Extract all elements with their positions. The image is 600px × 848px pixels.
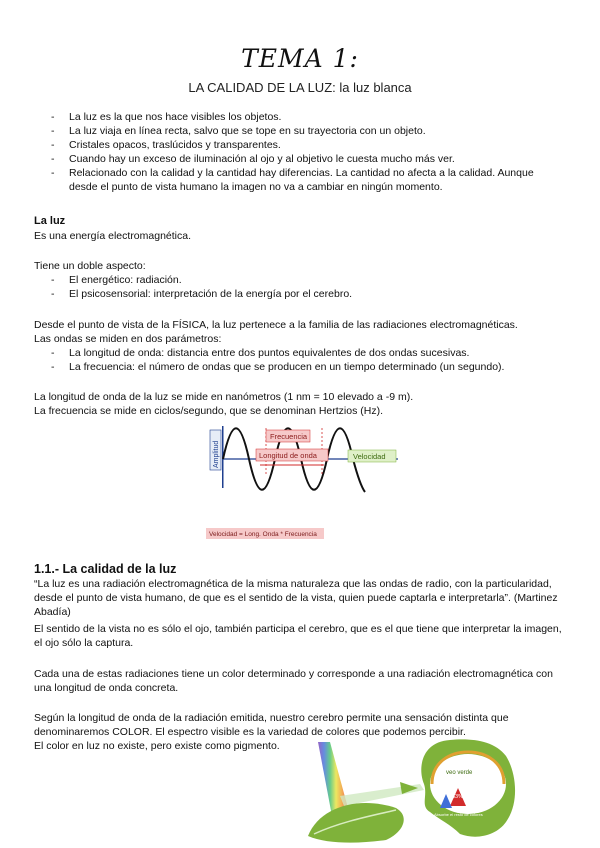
- section-quote: “La luz es una radiación electromagnética de la misma naturaleza que las ondas de radio, con la particularidad, desde el punto de vista humano, de que es el sentido de la vista, quien puede captarla e interpretarla”. (Martinez Abadía): [34, 578, 558, 618]
- formula-label: Velocidad = Long. Onda * Frecuencia: [209, 531, 317, 538]
- frequency-unit-line: La frecuencia se mide en ciclos/segundo, que se denominan Hertzios (Hz).: [34, 405, 384, 417]
- fisica-line-1: Desde el punto de vista de la FÍSICA, la luz pertenece a la familia de las radiaciones electromagnéticas.: [34, 319, 518, 331]
- leaf-percent-label: 53%: [452, 794, 464, 800]
- section-paragraph-3: Según la longitud de onda de la radiación emitida, nuestro cerebro permite una sensación distinta que denominaremos COLOR. El espectro visible es la variedad de colores que podemos percibir.: [34, 712, 509, 738]
- list-item: - El psicosensorial: interpretación de la energía por el cerebro.: [51, 287, 551, 301]
- section-paragraph-4: El color en luz no existe, pero existe como pigmento.: [34, 740, 280, 752]
- intro-bullet-list: [51, 110, 551, 194]
- frequency-label: Frecuencia: [270, 432, 308, 441]
- page-title: TEMA 1:: [241, 44, 359, 73]
- color-perception-illustration: [300, 736, 520, 844]
- luz-definition: Es una energía electromagnética.: [34, 230, 192, 242]
- list-item: - La frecuencia: el número de ondas que se producen en un tiempo determinado (un segundo).: [51, 360, 571, 374]
- wavelength-label: Longitud de onda: [259, 451, 317, 460]
- leaf-perception-label: veo verde: [446, 770, 473, 776]
- leaf-caption: Absorbe el resto de colores: [434, 812, 483, 817]
- leaf-shape: [308, 803, 404, 843]
- list-item: - Cuando hay un exceso de iluminación al ojo y al objetivo le cuesta mucho más ver.: [51, 152, 551, 166]
- page-subtitle: LA CALIDAD DE LA LUZ: la luz blanca: [188, 80, 412, 95]
- list-item: - Relacionado con la calidad y la cantidad hay diferencias. La cantidad no afecta a la calidad. Aunque desde el punto de vista humano la imagen no va a cambiar en ningún momento.: [51, 166, 551, 194]
- section-paragraph-2: Cada una de estas radiaciones tiene un color determinado y corresponde a una radiación electromagnética con una longitud de onda concreta.: [34, 668, 553, 694]
- wavelength-unit-line: La longitud de onda de la luz se mide en nanómetros (1 nm = 10 elevado a -9 m).: [34, 391, 414, 403]
- list-item: - Cristales opacos, traslúcidos y transparentes.: [51, 138, 551, 152]
- spectrum-beam: [318, 742, 348, 816]
- list-item: - El energético: radiación.: [51, 273, 551, 287]
- fisica-line-2: Las ondas se miden en dos parámetros:: [34, 333, 222, 345]
- params-list: [51, 346, 571, 374]
- luz-heading: La luz: [34, 215, 66, 227]
- wave-diagram: [200, 420, 400, 542]
- amplitude-label: Amplitud: [213, 440, 220, 468]
- list-item: - La luz es la que nos hace visibles los objetos.: [51, 110, 551, 124]
- aspect-list: [51, 273, 551, 301]
- velocity-label: Velocidad: [353, 452, 386, 461]
- aspect-intro: Tiene un doble aspecto:: [34, 260, 146, 272]
- section-paragraph-1: El sentido de la vista no es sólo el ojo, también participa el cerebro, que es el que tiene que interpretar la imagen, el ojo sólo la captura.: [34, 623, 562, 649]
- section-heading: 1.1.- La calidad de la luz: [34, 562, 177, 576]
- list-item: - La longitud de onda: distancia entre dos puntos equivalentes de dos ondas sucesivas.: [51, 346, 571, 360]
- list-item: - La luz viaja en línea recta, salvo que se tope en su trayectoria con un objeto.: [51, 124, 551, 138]
